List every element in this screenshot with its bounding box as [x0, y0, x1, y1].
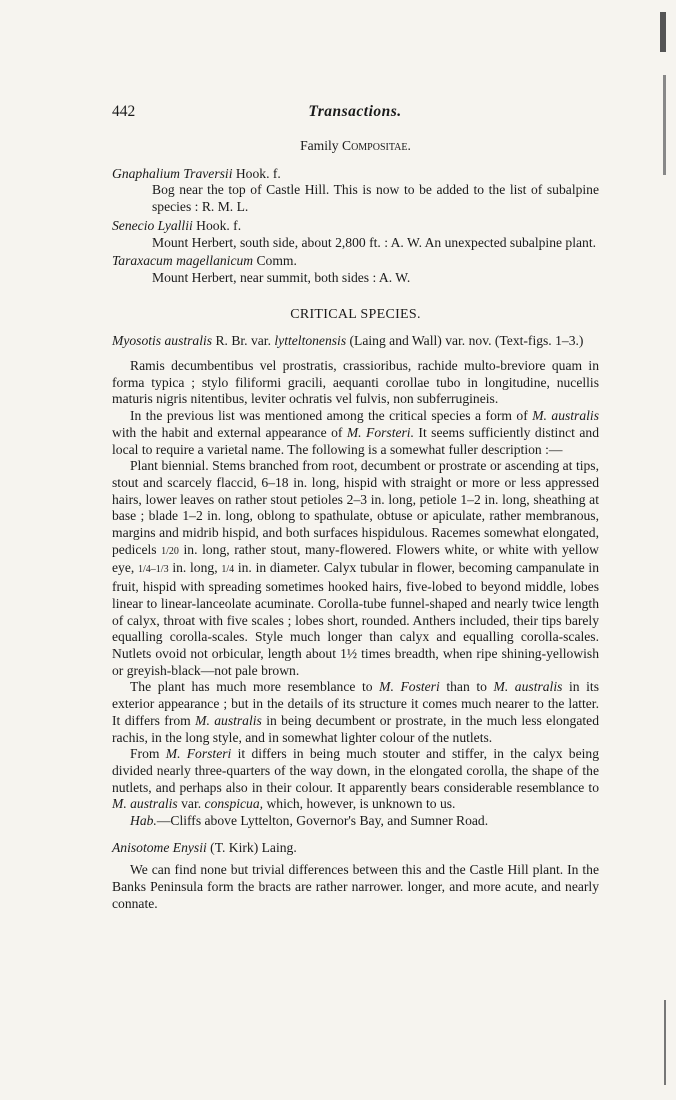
species-entry-title: Gnaphalium Traversii Hook. f.: [112, 165, 281, 181]
species-entry-note: Mount Herbert, south side, about 2,800 ft. : A. W. An unexpected subalpine plant.: [152, 234, 596, 250]
page-number: 442: [112, 103, 136, 120]
paragraph: We can find none but trivial differences between this and the Castle Hill plant. In the Banks Peninsula form the bracts are rather narrower. longer, and more acute, and nearly connate.: [112, 862, 599, 911]
myosotis-title: Myosotis australis R. Br. var. lytteltonensis (Laing and Wall) var. nov. (Text-figs. 1–3.): [112, 333, 584, 349]
section-heading: CRITICAL SPECIES.: [290, 306, 421, 322]
description-paragraph: Plant biennial. Stems branched from root, decumbent or prostrate or ascending at tips, stout and scarcely flaccid, 6–18 in. long, hispid with straight or more or less appressed hairs, lower leaves on rather stout petioles 2–3 in. long, petiole 1–2 in. long, sheathing at base ; blade 1–2 in. long, oblong to spathulate, obtuse or apiculate, rather membranous, margins and midrib hispid, and both surfaces hispidulous. Racemes somewhat elongated, pedicels 1/20 in. long, rather stout, many-flowered. Flowers white, or white with yellow eye, 1/4–1/3 in. long, 1/4 in. in diameter. Calyx tubular in flower, becoming campanulate in fruit, hispid with spreading sometimes hooked hairs, five-lobed to beyond middle, lobes linear to linear-lanceolate acuminate. Corolla-tube funnel-shaped and nearly twice length of calyx, throat with five scales ; lobes short, rounded. Anthers included, their tips barely equalling corolla-scales. Style much longer than calyx and equalling corolla-scales. Nutlets ovoid not orbicular, length about 1½ times breadth, when ripe shining-yellowish or greyish-black—not pale brown.: [112, 458, 600, 678]
species-entry-note: Bog near the top of Castle Hill. This is now to be added to the list of subalpine species : R. M. L.: [152, 182, 599, 215]
habitat-line: Hab.—Cliffs above Lyttelton, Governor's Bay, and Sumner Road.: [130, 813, 489, 829]
latin-diagnosis: Ramis decumbentibus vel prostratis, crassioribus, rachide multo-breviore quam in forma typica ; stylo filiformi gracili, aequanti corollae tubo in longitudine, nucellis maturis nigris nitentibus, leviter ochratis vel fulvis, non subferrugineis.: [112, 358, 599, 407]
species-entry-title: Senecio Lyallii Hook. f.: [112, 217, 242, 233]
paragraph: From M. Forsteri it differs in being much stouter and stiffer, in the calyx being divided nearly three-quarters of the way down, in the elongated corolla, the shape of the nutlets, and perhaps also in their colour. It apparently bears considerable resemblance to M. australis var. conspicua, which, however, is unknown to us.: [112, 746, 600, 812]
paragraph: In the previous list was mentioned among the critical species a form of M. australis with the habit and external appearance of M. Forsteri. It seems sufficiently distinct and local to require a varietal name. The following is a somewhat fuller description :—: [112, 408, 600, 457]
species-entry-title: Anisotome Enysii (T. Kirk) Laing.: [112, 839, 297, 855]
species-entry-title: Taraxacum magellanicum Comm.: [112, 253, 297, 269]
page-body: [112, 138, 599, 913]
running-title: Transactions.: [308, 103, 402, 120]
paragraph: The plant has much more resemblance to M. Fosteri than to M. australis in its exterior appearance ; but in the details of its structure it comes much nearer to the latter. It differs from M. australis in being decumbent or prostrate, in the much less elongated rachis, in the long style, and in somewhat lighter colour of the nutlets.: [112, 679, 599, 745]
species-entry-note: Mount Herbert, near summit, both sides : A. W.: [152, 269, 411, 285]
family-heading: Family Compositae.: [300, 138, 411, 153]
scan-edge-mark: [663, 75, 666, 175]
scan-edge-mark: [660, 12, 666, 52]
family-name: Compositae.: [342, 138, 411, 153]
scan-edge-mark: [664, 1000, 666, 1085]
